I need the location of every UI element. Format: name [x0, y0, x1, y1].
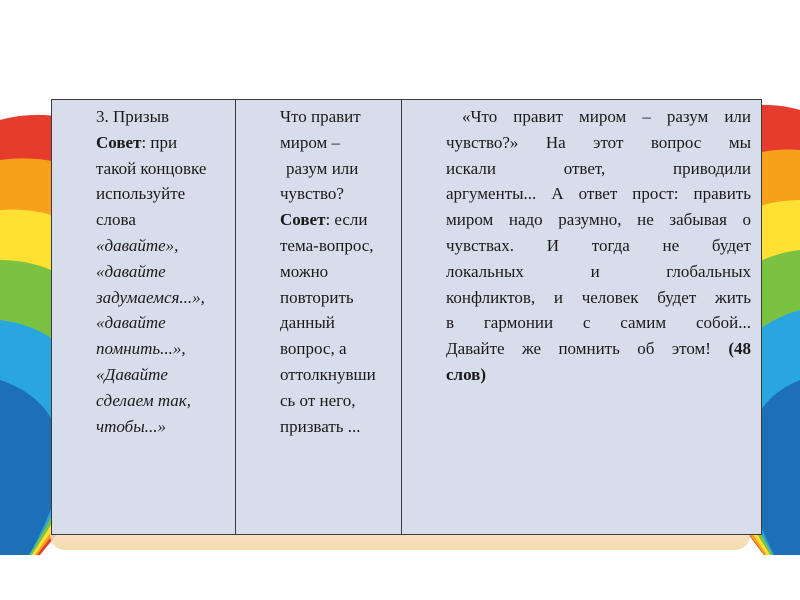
text-line: оттолкнувши	[280, 364, 376, 384]
advice-label: Совет	[96, 132, 142, 152]
text-line: вопрос, а	[280, 339, 347, 359]
paragraph-line: локальных и глобальных	[446, 261, 751, 281]
example-line: чтобы...»	[96, 416, 166, 436]
word-count: (48	[728, 339, 751, 359]
paragraph-line: искали ответ, приводили	[446, 158, 751, 178]
paragraph-text: Давайте же помнить об этом!	[446, 339, 711, 359]
cell-conclusion-type	[52, 100, 236, 535]
cell-topic-advice	[236, 100, 402, 535]
advice-text: : при	[141, 132, 178, 152]
paragraph-line: конфликтов, и человек будет жить	[446, 287, 751, 307]
text-line: сь от него,	[280, 390, 356, 410]
example-line: «давайте	[96, 313, 166, 333]
content-table	[51, 99, 762, 535]
example-line: «давайте»,	[96, 235, 179, 255]
paragraph-line: чувство?» На этот вопрос мы	[446, 132, 751, 152]
paragraph-line: чувствах. И тогда не будет	[446, 235, 751, 255]
advice-text: : если	[325, 210, 368, 230]
example-line: сделаем так,	[96, 390, 192, 410]
text-line: можно	[280, 261, 329, 281]
text-line: слова	[96, 210, 136, 230]
text-line: используйте	[96, 184, 186, 204]
paragraph-line: миром надо разумно, не забывая о	[446, 210, 751, 230]
text-line: призвать ...	[280, 416, 361, 436]
paragraph-line: «Что правит миром – разум или	[462, 107, 751, 126]
text-line: разум или	[286, 158, 359, 178]
example-line: помнить...»,	[96, 339, 186, 359]
advice-line	[96, 130, 229, 156]
paragraph-line: аргументы... А ответ прост: править	[446, 184, 751, 204]
word-count-end: слов)	[446, 364, 487, 384]
example-line: «давайте	[96, 261, 166, 281]
example-line: задумаемся...»,	[96, 287, 205, 307]
paragraph-line-with-count	[446, 336, 751, 362]
text-line: Что правит	[280, 107, 361, 126]
text-line: повторить	[280, 287, 354, 307]
cell-example-paragraph	[402, 100, 762, 535]
text-line: такой концовке	[96, 158, 207, 178]
advice-label: Совет	[280, 210, 326, 230]
text-line: миром –	[280, 132, 341, 152]
paragraph-line: в гармонии с самим собой...	[446, 313, 751, 333]
table-row	[52, 100, 762, 535]
conclusion-heading: 3. Призыв	[96, 107, 170, 126]
example-line: «Давайте	[96, 364, 168, 384]
text-line: данный	[280, 313, 335, 333]
advice-line	[280, 207, 395, 233]
text-line: чувство?	[280, 184, 344, 204]
text-line: тема-вопрос,	[280, 235, 374, 255]
